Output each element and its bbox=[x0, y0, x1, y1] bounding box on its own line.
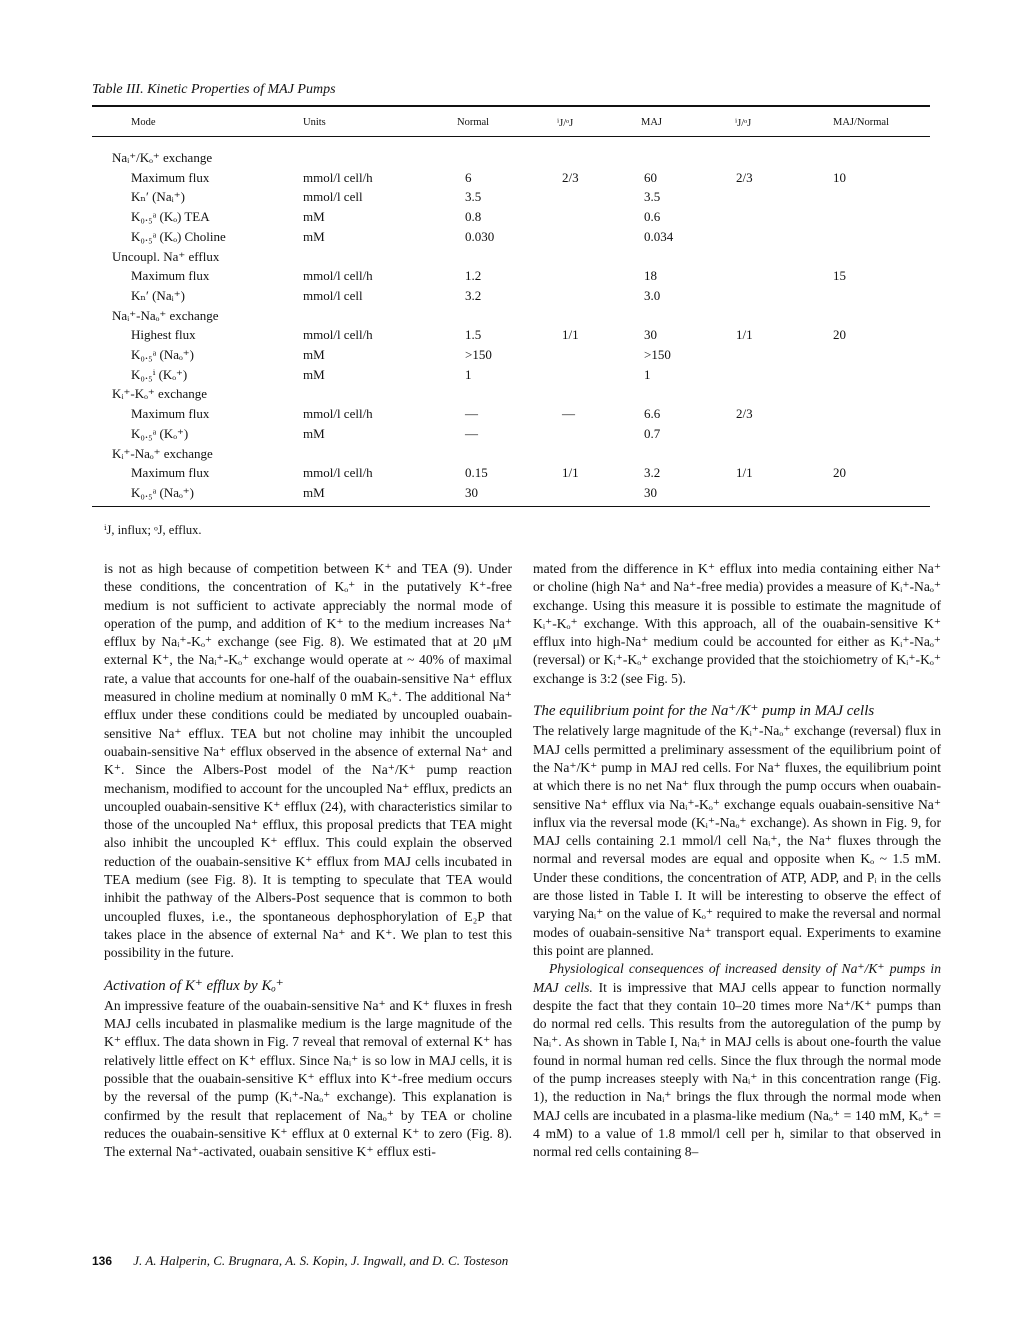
cell-mode: Highest flux bbox=[131, 327, 196, 343]
cell-normal: >150 bbox=[465, 347, 492, 362]
right-column bbox=[533, 560, 941, 1162]
table-row bbox=[0, 229, 1020, 248]
table-row bbox=[0, 249, 1020, 268]
cell-flux-ratio-maj: 1/1 bbox=[736, 327, 753, 343]
cell-mode: Maximum flux bbox=[131, 406, 210, 422]
cell-mode: Uncoupl. Na⁺ efflux bbox=[112, 248, 220, 264]
cell-flux-ratio-normal: 1/1 bbox=[562, 465, 579, 481]
right-paragraph-1: mated from the difference in K⁺ efflux into media containing either Na⁺ or choline (high Na⁺ and Na⁺-free media) provides a measure of Kᵢ⁺-Naₒ⁺ exchange. Using this measure it is possible to estimate the magnitude of Kᵢ⁺-Kₒ⁺ exchange. With this approach, all of the ouabain-sensitive K⁺ efflux into high-Na⁺ medium could be accounted for either as Kᵢ⁺-Naₒ⁺ (reversal) or Kᵢ⁺-Kₒ⁺ exchange provided that the stoichiometry of Kᵢ⁺-Kₒ⁺ exchange is 3:2 (see Fig. 5). bbox=[533, 561, 941, 686]
header-normal: Normal bbox=[457, 117, 490, 128]
cell-flux-ratio-normal: 1/1 bbox=[562, 327, 579, 343]
cell-mode: Maximum flux bbox=[131, 169, 210, 185]
cell-maj: 3.5 bbox=[644, 189, 661, 205]
cell-units: mmol/l cell/h bbox=[303, 268, 373, 284]
left-paragraph-1: is not as high because of competition between K⁺ and TEA (9). Under these conditions, the concentration of Kₒ⁺ in the putatively K⁺-free medium is not sufficient to activate appreciably the normal mode of operation of the pump, and addition of K⁺ to the medium increases Na⁺ efflux by Naᵢ⁺-Kₒ⁺ exchange (see Fig. 8). We estimated that at 20 μM external K⁺, the Naᵢ⁺-Kₒ⁺ exchange would operate at ~ 40% of maximal rate, a value that accounts for one-half of the ouabain-sensitive Na⁺ efflux measured in choline medium at nominally 0 mM Kₒ⁺. The additional Na⁺ efflux under these conditions could be mediated by uncoupled ouabain-sensitive Na⁺ efflux. TEA but not choline may inhibit the uncoupled ouabain-sensitive Na⁺ efflux observed in the absence of external Na⁺ and K⁺. Since the Albers-Post model of the Na⁺/K⁺ pump reaction mechanism, modified to account for the uncoupled Na⁺ efflux, predicts an uncoupled ouabain-sensitive K⁺ efflux (24), with characteristics similar to those of the uncoupled Na⁺ efflux, this proposal predicts that TEA might also inhibit the uncoupled K⁺ efflux. This could explain the observed reduction of the ouabain-sensitive K⁺ efflux from MAJ cells incubated in TEA medium (see Fig. 8). It is tempting to speculate that TEA would inhibit the pathway of the Albers-Post sequence that is common to both uncoupled fluxes, i.e., the spontaneous dephosphorylation of E₂P that takes place in the absence of external Na⁺ and K⁺. We plan to test this possibility in the future. bbox=[104, 561, 512, 961]
cell-mode: K₀.₅ᵃ (Kₒ) TEA bbox=[131, 209, 210, 225]
cell-normal: 3.5 bbox=[465, 189, 482, 205]
cell-normal: 1 bbox=[465, 366, 472, 382]
run-in-heading: Physiological consequences of increased density of Na⁺/K⁺ pumps in MAJ cells. bbox=[533, 961, 941, 995]
cell-flux-ratio-normal: 2/3 bbox=[562, 169, 579, 185]
cell-units: mmol/l cell bbox=[303, 189, 363, 205]
cell-flux-ratio-maj: 1/1 bbox=[736, 465, 753, 481]
right-paragraph-2: The relatively large magnitude of the Kᵢ⁺-Naₒ⁺ exchange (reversal) flux in MAJ cells permitted a preliminary assessment of the equilibrium point of the Na⁺/K⁺ pump in MAJ red cells. For Na⁺ fluxes, the equilibrium point at which there is no net Na⁺ flux through the pump occurs when ouabain-sensitive Na⁺ efflux via Naᵢ⁺-Kₒ⁺ exchange equals ouabain-sensitive Na⁺ influx via the reversal mode (Kᵢ⁺-Naₒ⁺ exchange). As shown in Fig. 9, for MAJ cells containing 2.1 mmol/l cell Naᵢ⁺, the Na⁺ fluxes through the normal and reversal modes are equal and opposite when Kₒ ~ 1.5 mM. Under these conditions, the concentration of ATP, ADP, and Pᵢ in the cells are those listed in Table I. It will be interesting to observe the effect of varying Naᵢ⁺ on the value of Kₒ⁺ required to make the reversal and normal modes of ouabain-sensitive Na⁺ transport equal. Experiments to examine this point are planned. bbox=[533, 723, 941, 958]
cell-maj: 30 bbox=[644, 327, 657, 343]
cell-maj-normal: 10 bbox=[833, 169, 846, 185]
table-row bbox=[0, 367, 1020, 386]
header-units: Units bbox=[303, 117, 326, 128]
table-row bbox=[0, 288, 1020, 307]
cell-maj: 1 bbox=[644, 366, 651, 382]
table-header bbox=[0, 117, 1020, 133]
cell-units: mmol/l cell/h bbox=[303, 327, 373, 343]
page-number: 136 bbox=[92, 1254, 113, 1268]
cell-maj: 3.2 bbox=[644, 465, 661, 481]
left-column bbox=[104, 560, 512, 1162]
cell-units: mM bbox=[303, 347, 325, 362]
table-footnote: ⁱJ, influx; ᵒJ, efflux. bbox=[104, 523, 202, 537]
table-row bbox=[0, 386, 1020, 405]
cell-mode: K₀.₅ᵃ (Naₒ⁺) bbox=[131, 347, 194, 362]
table-row bbox=[0, 327, 1020, 346]
table-row bbox=[0, 465, 1020, 484]
table-row bbox=[0, 150, 1020, 169]
cell-maj: 0.7 bbox=[644, 425, 661, 441]
cell-maj: >150 bbox=[644, 347, 671, 362]
cell-normal: 3.2 bbox=[465, 287, 482, 303]
left-paragraph-2: An impressive feature of the ouabain-sensitive Na⁺ and K⁺ fluxes in fresh MAJ cells incubated in plasmalike medium is the large magnitude of the K⁺ efflux. The data shown in Fig. 7 reveal that removal of external K⁺ has relatively little effect on K⁺ efflux. Since Naᵢ⁺ is so low in MAJ cells, it is possible that the ouabain-sensitive K⁺ efflux into K⁺-free medium occurs by the reversal of the pump (Kᵢ⁺-Naₒ⁺ exchange). This explanation is confirmed by the result that replacement of Naₒ⁺ by TEA or choline reduces the ouabain-sensitive K⁺ efflux at 0 external K⁺ to zero (Fig. 8). The external Na⁺-activated, ouabain sensitive K⁺ efflux esti- bbox=[104, 997, 512, 1160]
cell-mode: K₀.₅ⁱ (Kₒ⁺) bbox=[131, 366, 188, 382]
cell-normal: 0.8 bbox=[465, 209, 482, 225]
cell-mode: Maximum flux bbox=[131, 268, 210, 284]
cell-units: mmol/l cell/h bbox=[303, 406, 373, 422]
cell-flux-ratio-normal: — bbox=[562, 406, 575, 422]
table-top-rule bbox=[92, 105, 930, 107]
cell-units: mmol/l cell bbox=[303, 287, 363, 303]
cell-maj-normal: 20 bbox=[833, 327, 846, 343]
cell-normal: 30 bbox=[465, 484, 478, 500]
header-mode: Mode bbox=[131, 117, 156, 128]
cell-normal: — bbox=[465, 425, 478, 441]
cell-normal: 0.15 bbox=[465, 465, 488, 481]
cell-mode: Kᵢ⁺-Kₒ⁺ exchange bbox=[112, 386, 208, 402]
header-ratio-maj: ⁱJ/ᵒJ bbox=[735, 118, 752, 129]
running-authors: J. A. Halperin, C. Brugnara, A. S. Kopin, J. Ingwall, and D. C. Tosteson bbox=[133, 1253, 509, 1268]
section-heading-equilibrium: The equilibrium point for the Na⁺/K⁺ pump in MAJ cells bbox=[533, 703, 875, 720]
cell-units: mM bbox=[303, 209, 325, 225]
section-heading-k-efflux: Activation of K⁺ efflux by Kₒ⁺ bbox=[104, 977, 284, 994]
table-row bbox=[0, 446, 1020, 465]
cell-mode: Naᵢ⁺/Kₒ⁺ exchange bbox=[112, 150, 213, 165]
cell-maj: 60 bbox=[644, 169, 657, 185]
right-paragraph-3-body: It is impressive that MAJ cells appear to function normally despite the fact that they contain 10–20 times more Na⁺/K⁺ pumps than do normal red cells. This results from the autoregulation of the pump by Naᵢ⁺. As shown in Table I, Naᵢ⁺ in MAJ cells is about one-fourth the value found in normal human red cells. Since the flux through the normal mode of the pump increases steeply with Naᵢ⁺ in this concentration range (Fig. 1), the reduction in Naᵢ⁺ brings the flux through the normal mode when MAJ cells are incubated in a plasma-like medium (Naₒ⁺ = 140 mM, Kₒ⁺ = 4 mM) to a value of 1.8 mmol/l cell per h, similar to that observed in normal red cells containing 8– bbox=[533, 979, 941, 1160]
cell-mode: K₀.₅ᵃ (Naₒ⁺) bbox=[131, 484, 194, 500]
cell-normal: — bbox=[465, 406, 478, 422]
cell-units: mM bbox=[303, 484, 325, 500]
cell-mode: Kₙ′ (Naᵢ⁺) bbox=[131, 189, 185, 205]
table-row bbox=[0, 406, 1020, 425]
cell-mode: K₀.₅ᵃ (Kₒ) Choline bbox=[131, 228, 226, 244]
cell-units: mmol/l cell/h bbox=[303, 169, 373, 185]
table-row bbox=[0, 308, 1020, 327]
cell-normal: 1.2 bbox=[465, 268, 482, 284]
right-paragraph-3 bbox=[533, 960, 941, 1161]
header-maj: MAJ bbox=[641, 117, 663, 128]
cell-flux-ratio-maj: 2/3 bbox=[736, 169, 753, 185]
cell-maj: 0.034 bbox=[644, 228, 674, 244]
cell-units: mM bbox=[303, 228, 325, 244]
cell-mode: Naᵢ⁺-Naₒ⁺ exchange bbox=[112, 307, 219, 323]
table-row bbox=[0, 170, 1020, 189]
table-row bbox=[0, 268, 1020, 287]
header-maj-normal: MAJ/Normal bbox=[833, 117, 889, 128]
cell-mode: K₀.₅ᵃ (Kₒ⁺) bbox=[131, 425, 189, 441]
table-row bbox=[0, 347, 1020, 366]
cell-normal: 0.030 bbox=[465, 228, 495, 244]
cell-maj: 18 bbox=[644, 268, 657, 284]
cell-mode: Kᵢ⁺-Naₒ⁺ exchange bbox=[112, 445, 213, 461]
cell-maj: 30 bbox=[644, 484, 657, 500]
cell-units: mM bbox=[303, 425, 325, 441]
table-bottom-rule bbox=[92, 506, 930, 507]
cell-maj: 6.6 bbox=[644, 406, 661, 422]
table-row bbox=[0, 189, 1020, 208]
table-header-rule bbox=[92, 136, 930, 137]
cell-maj-normal: 15 bbox=[833, 268, 846, 284]
table-row bbox=[0, 485, 1020, 504]
header-ratio-normal: ⁱJ/ᵒJ bbox=[557, 118, 574, 129]
cell-mode: Maximum flux bbox=[131, 465, 210, 481]
cell-units: mM bbox=[303, 366, 325, 382]
cell-maj: 3.0 bbox=[644, 287, 661, 303]
page-footer bbox=[92, 1253, 508, 1269]
cell-maj: 0.6 bbox=[644, 209, 661, 225]
table-caption: Table III. Kinetic Properties of MAJ Pumps bbox=[92, 82, 336, 97]
cell-mode: Kₙ′ (Naᵢ⁺) bbox=[131, 287, 185, 303]
cell-units: mmol/l cell/h bbox=[303, 465, 373, 481]
table-row bbox=[0, 209, 1020, 228]
cell-normal: 1.5 bbox=[465, 327, 482, 343]
cell-flux-ratio-maj: 2/3 bbox=[736, 406, 753, 422]
table-row bbox=[0, 426, 1020, 445]
cell-normal: 6 bbox=[465, 169, 472, 185]
cell-maj-normal: 20 bbox=[833, 465, 846, 481]
